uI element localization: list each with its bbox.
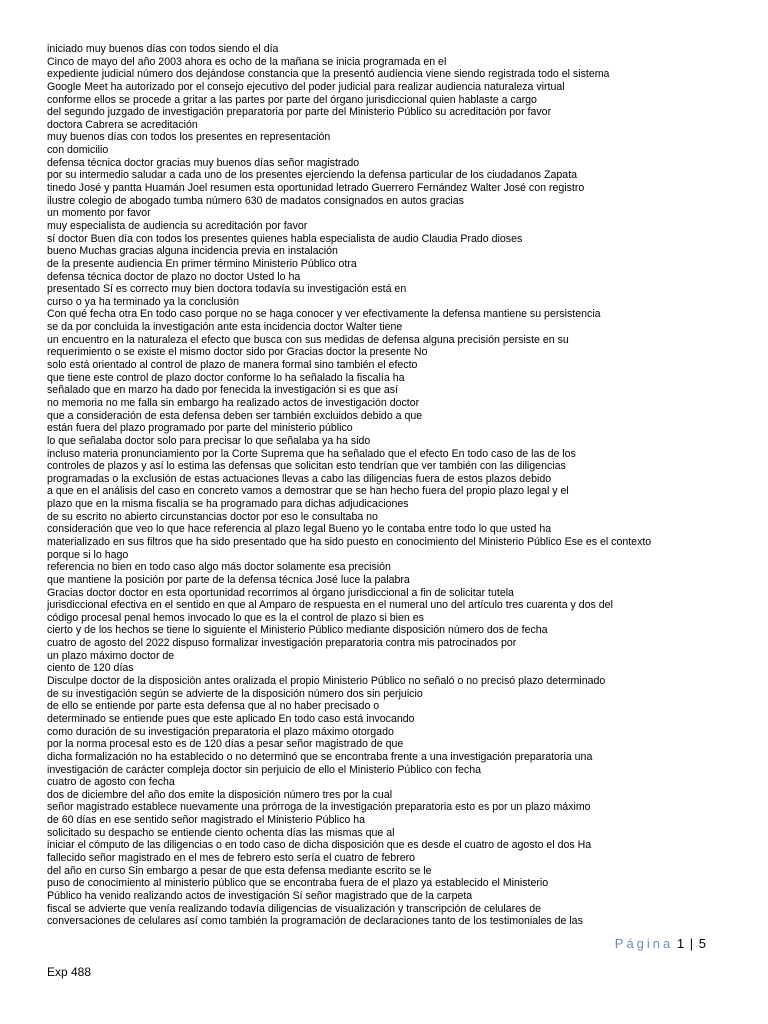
transcript-line: muy especialista de audiencia su acreditación por favor <box>47 219 308 232</box>
transcript-line: que tiene este control de plazo doctor conforme lo ha señalado la fiscalía ha <box>47 371 405 384</box>
transcript-line: presentado Sí es correcto muy bien doctora todavía su investigación está en <box>47 283 407 296</box>
transcript-line: programadas o la exclusión de estas actuaciones llevas a cabo las diligencias fuera de estos plazos debido <box>47 472 552 485</box>
transcript-line: defensa técnica doctor de plazo no doctor Usted lo ha <box>47 270 301 283</box>
transcript-line: lo que señalaba doctor solo para precisar lo que señalaba ya ha sido <box>47 434 371 447</box>
transcript-line: de la presente audiencia En primer término Ministerio Público otra <box>47 257 357 270</box>
transcript-line: que a consideración de esta defensa deben ser también excluidos debido a que <box>47 409 423 422</box>
transcript-line: no memoria no me falla sin embargo ha realizado actos de investigación doctor <box>47 396 420 409</box>
transcript-line: del segundo juzgado de investigación preparatoria por parte del Ministerio Público su acreditación por favor <box>47 106 552 119</box>
transcript-line: de su investigación según se advierte de la disposición número dos sin perjuicio <box>47 687 423 700</box>
page-label: Página <box>614 936 674 951</box>
transcript-line: dicha formalización no ha establecido o no determinó que se encontraba frente a una investigación preparatoria una <box>47 750 593 763</box>
transcript-line: consideración que veo lo que hace referencia al plazo legal Bueno yo le contaba entre todo lo que usted ha <box>47 523 552 536</box>
transcript-line: tinedo José y pantta Huamán Joel resumen esta oportunidad letrado Guerrero Fernández Walter José con registro <box>47 182 585 195</box>
transcript-line: con domicilio <box>47 144 109 157</box>
transcript-line: ciento de 120 días <box>47 662 134 675</box>
transcript-line: fallecido señor magistrado en el mes de febrero esto sería el cuatro de febrero <box>47 852 416 864</box>
transcript-line: determinado se entiende pues que este aplicado En todo caso está invocando <box>47 712 415 725</box>
transcript-line: muy buenos días con todos los presentes en representación <box>47 131 331 144</box>
transcript-body <box>47 43 747 928</box>
transcript-line: requerimiento o se existe el mismo doctor sido por Gracias doctor la presente No <box>47 346 428 359</box>
transcript-line: se da por concluida la investigación ante esta incidencia doctor Walter tiene <box>47 321 403 334</box>
transcript-line: un plazo máximo doctor de <box>47 649 175 662</box>
transcript-line: controles de plazos y así lo estima las defensas que solicitan esto tendrían que ver también con las diligencias <box>47 460 566 473</box>
transcript-line: Gracias doctor doctor en esta oportunidad recorrimos al órgano jurisdiccional a fin de solicitar tutela <box>47 586 514 599</box>
transcript-line: curso o ya ha terminado ya la conclusión <box>47 295 239 308</box>
page-current: 1 <box>676 936 685 951</box>
transcript-line: iniciado muy buenos días con todos siendo el día <box>47 43 279 55</box>
transcript-line: Con qué fecha otra En todo caso porque no se haga conocer y ver efectivamente la defensa mantiene su persistencia <box>47 308 601 321</box>
transcript-line: de 60 días en ese sentido señor magistrado el Ministerio Público ha <box>47 814 365 827</box>
transcript-line: incluso materia pronunciamiento por la Corte Suprema que ha señalado que el efecto En todo caso de las de los <box>47 447 576 460</box>
transcript-line: cuatro de agosto del 2022 dispuso formalizar investigación preparatoria contra mis patrocinados por <box>47 637 517 650</box>
transcript-line: Google Meet ha autorizado por el consejo ejecutivo del poder judicial para realizar audiencia naturaleza virtual <box>47 80 565 93</box>
transcript-line: dos de diciembre del año dos emite la disposición número tres por la cual <box>47 788 393 801</box>
transcript-line: jurisdiccional efectiva en el sentido en que al Amparo de respuesta en el numeral uno del artículo tres cuarenta y dos del <box>47 599 613 612</box>
transcript-line: de ello se entiende por parte esta defensa que al no haber precisado o <box>47 700 380 713</box>
transcript-line: un encuentro en la naturaleza el efecto que busca con sus medidas de defensa alguna precisión persiste en su <box>47 333 569 346</box>
transcript-line: ilustre colegio de abogado tumba número 630 de madatos consignados en autos gracias <box>47 194 464 207</box>
transcript-line: Cinco de mayo del año 2003 ahora es ocho de la mañana se inicia programada en el <box>47 55 447 68</box>
transcript-line: señor magistrado establece nuevamente una prórroga de la investigación preparatoria esto es por un plazo máximo <box>47 801 591 814</box>
transcript-line: Público ha venido realizando actos de investigación Sí señor magistrado que de la carpeta <box>47 889 473 902</box>
transcript-line: porque si lo hago <box>47 548 129 561</box>
transcript-line: señalado que en marzo ha dado por fenecida la investigación si es que así <box>47 384 399 397</box>
transcript-line: materializado en sus filtros que ha sido presentado que ha sido puesto en conocimiento del Ministerio Público Ese es el contexto <box>47 535 652 548</box>
transcript-line: están fuera del plazo programado por parte del ministerio público <box>47 422 353 435</box>
transcript-line: por su intermedio saludar a cada uno de los presentes ejerciendo la defensa particular de los ciudadanos Zapata <box>47 169 578 182</box>
transcript-line: conforme ellos se procede a gritar a las partes por parte del órgano jurisdiccional quien hablaste a cargo <box>47 93 537 106</box>
transcript-line: Disculpe doctor de la disposición antes oralizada el propio Ministerio Público no señaló o no precisó plazo determinado <box>47 675 606 688</box>
transcript-line: doctora Cabrera se acreditación <box>47 118 198 131</box>
transcript-line: bueno Muchas gracias alguna incidencia previa en instalación <box>47 245 338 258</box>
transcript-line: sí doctor Buen día con todos los presentes quienes habla especialista de audio Claudia Prado dioses <box>47 232 523 245</box>
transcript-line: defensa técnica doctor gracias muy buenos días señor magistrado <box>47 156 360 169</box>
transcript-line: cuatro de agosto con fecha <box>47 776 175 789</box>
transcript-line: a que en el análisis del caso en concreto vamos a demostrar que se han hecho fuera del propio plazo legal y el <box>47 485 569 498</box>
footer-expedient: Exp 488 <box>47 965 92 979</box>
transcript-line: código procesal penal hemos invocado lo que es la el control de plazo si bien es <box>47 611 424 624</box>
page-separator: | <box>689 936 694 951</box>
transcript-line: del año en curso Sin embargo a pesar de que esta defensa mediante escrito se le <box>47 864 432 877</box>
page-number <box>615 936 706 951</box>
page-total: 5 <box>698 936 706 951</box>
transcript-line: que mantiene la posición por parte de la defensa técnica José luce la palabra <box>47 573 410 586</box>
transcript-line: como duración de su investigación preparatoria el plazo máximo otorgado <box>47 725 394 738</box>
transcript-line: investigación de carácter compleja doctor sin perjuicio de ello el Ministerio Público con fecha <box>47 763 481 776</box>
transcript-line: puso de conocimiento al ministerio público que se encontraba fuera de el plazo ya establecido el Ministerio <box>47 877 549 890</box>
transcript-line: plazo que en la misma fiscalía se ha programado para dichas adjudicaciones <box>47 498 409 511</box>
transcript-line: fiscal se advierte que venía realizando todavía diligencias de visualización y transcripción de celulares de <box>47 902 542 915</box>
transcript-line: conversaciones de celulares así como también la programación de declaraciones tanto de los testimoniales de las <box>47 915 583 928</box>
transcript-line: solicitado su despacho se entiende ciento ochenta días las mismas que al <box>47 826 395 839</box>
transcript-line: de su escrito no abierto circunstancias doctor por eso le consultaba no <box>47 510 378 523</box>
transcript-line: referencia no bien en todo caso algo más doctor solamente esa precisión <box>47 561 391 574</box>
transcript-line: iniciar el cómputo de las diligencias o en todo caso de dicha disposición que es desde el cuatro de agosto el dos Ha <box>47 839 592 852</box>
transcript-line: por la norma procesal esto es de 120 días a pesar señor magistrado de que <box>47 738 404 751</box>
transcript-line: solo está orientado al control de plazo de manera formal sino también el efecto <box>47 359 418 372</box>
transcript-line: expediente judicial número dos dejándose constancia que la presentó audiencia viene siendo registrada todo el sistema <box>47 68 610 81</box>
transcript-line: un momento por favor <box>47 207 151 220</box>
transcript-line: cierto y de los hechos se tiene lo siguiente el Ministerio Público mediante disposición número dos de fecha <box>47 624 548 637</box>
